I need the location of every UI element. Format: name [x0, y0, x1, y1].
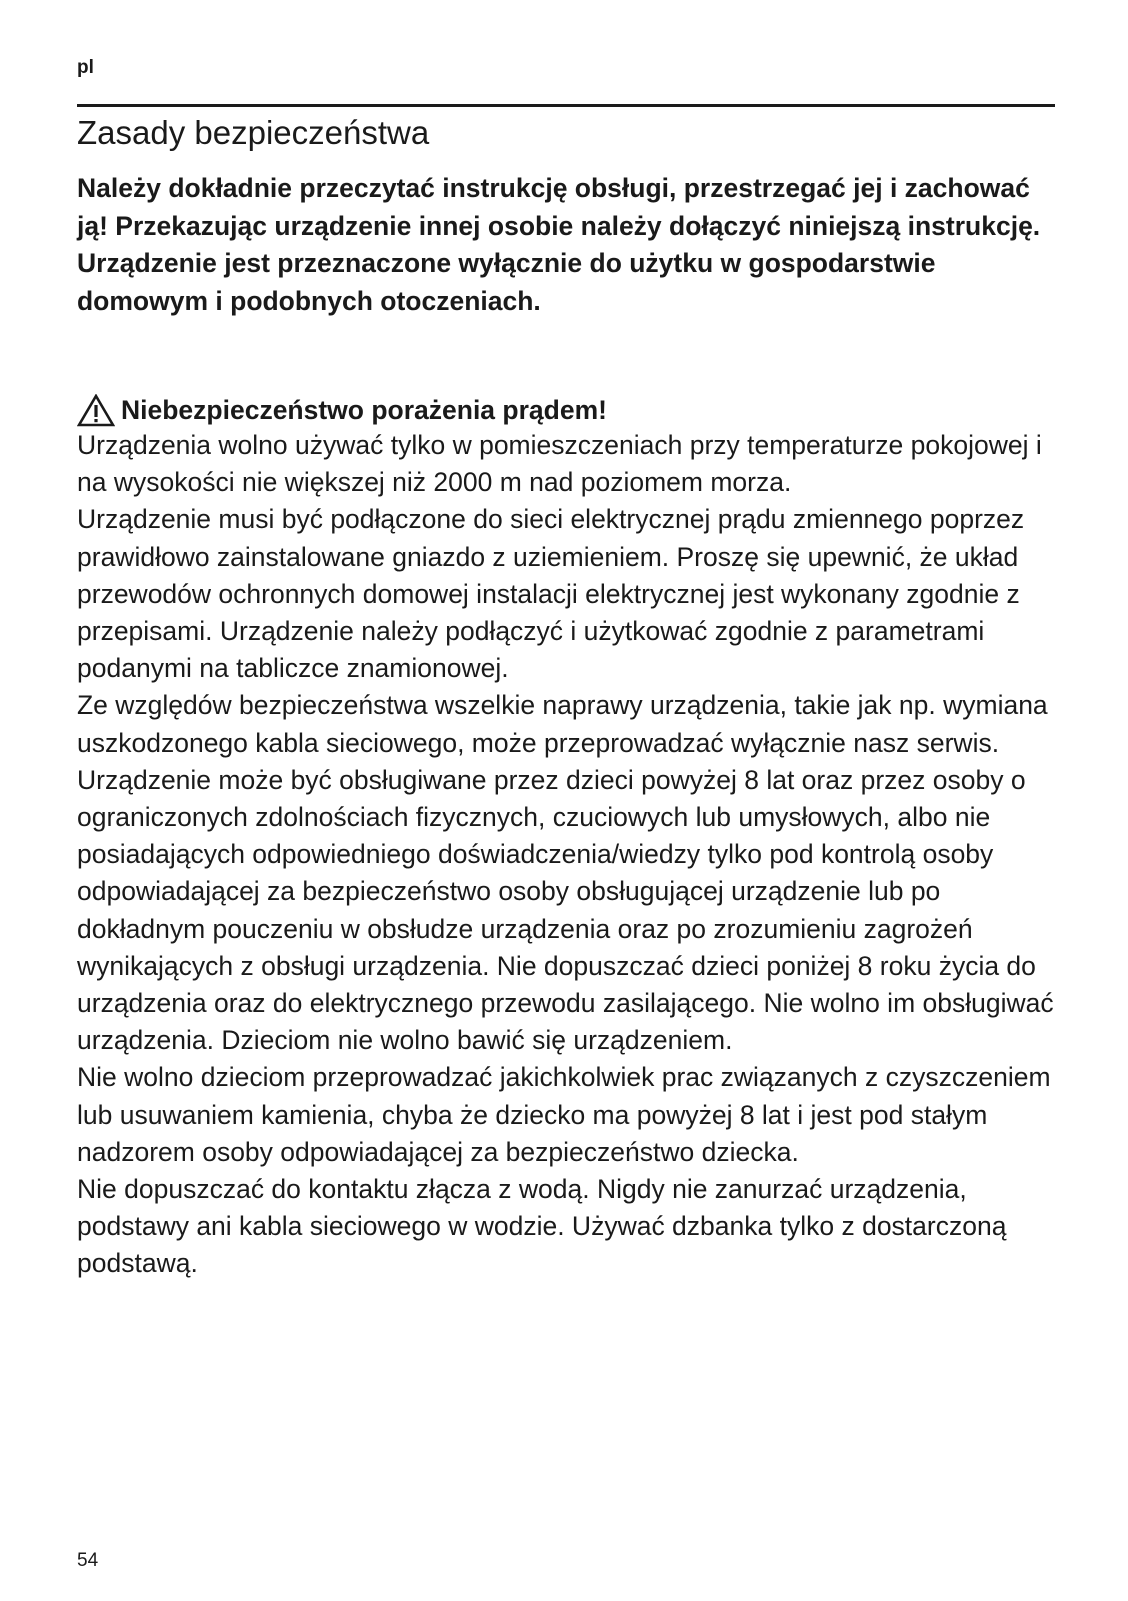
intro-paragraph: Należy dokładnie przeczytać instrukcję obsługi, przestrzegać jej i zachować ją! Przekazując urządzenie innej osobie należy dołączyć niniejszą instrukcję. Urządzenie jest przeznaczone wyłącznie do użytku w gospodarstwie domowym i podobnych otoczeniach. — [77, 173, 1041, 316]
warning-paragraph: Urządzenie może być obsługiwane przez dzieci powyżej 8 lat oraz przez osoby o ograniczonych zdolnościach fizycznych, czuciowych lub umysłowych, albo nie posiadających odpowiedniego doświadczenia/wiedzy tylko pod kontrolą osoby odpowiadającej za bezpieczeństwo osoby obsługującej urządzenie lub po dokładnym pouczeniu w obsłudze urządzenia oraz po zrozumieniu zagrożeń wynikających z obsługi urządzenia. Nie dopuszczać dzieci poniżej 8 roku życia do urządzenia oraz do elektrycznego przewodu zasilającego. Nie wolno im obsługiwać urządzenia. Dzieciom nie wolno bawić się urządzeniem. — [77, 764, 1054, 1056]
warning-paragraph: Nie wolno dzieciom przeprowadzać jakichkolwiek prac związanych z czyszczeniem lub usuwaniem kamienia, chyba że dziecko ma powyżej 8 lat i jest pod stałym nadzorem osoby odpowiadającej za bezpieczeństwo dziecka. — [77, 1062, 1051, 1167]
warning-paragraph: Urządzenie musi być podłączone do sieci elektrycznej prądu zmiennego poprzez prawidłowo zainstalowane gniazdo z uziemieniem. Proszę się upewnić, że układ przewodów ochronnych domowej instalacji elektrycznej jest wykonany zgodnie z przepisami. Urządzenie należy podłączyć i użytkować zgodnie z parametrami podanymi na tabliczce znamionowej. — [77, 504, 1025, 684]
page-number: 54 — [77, 1550, 99, 1571]
warning-paragraph: Ze względów bezpieczeństwa wszelkie naprawy urządzenia, takie jak np. wymiana uszkodzonego kabla sieciowego, może przeprowadzać wyłącznie nasz serwis. — [77, 690, 1048, 758]
section-title: Zasady bezpieczeństwa — [77, 114, 430, 151]
warning-paragraph: Urządzenia wolno używać tylko w pomieszczeniach przy temperaturze pokojowej i na wysokości nie większej niż 2000 m nad poziomem morza. — [77, 430, 1042, 498]
language-code: pl — [77, 57, 94, 78]
warning-heading — [77, 392, 607, 430]
warning-triangle-icon — [77, 394, 115, 427]
warning-body — [77, 427, 1057, 1283]
header-divider — [77, 104, 1055, 107]
warning-heading-text: Niebezpieczeństwo porażenia prądem! — [121, 395, 607, 425]
warning-paragraph: Nie dopuszczać do kontaktu złącza z wodą. Nigdy nie zanurzać urządzenia, podstawy ani kabla sieciowego w wodzie. Używać dzbanka tylko z dostarczoną podstawą. — [77, 1174, 1007, 1279]
